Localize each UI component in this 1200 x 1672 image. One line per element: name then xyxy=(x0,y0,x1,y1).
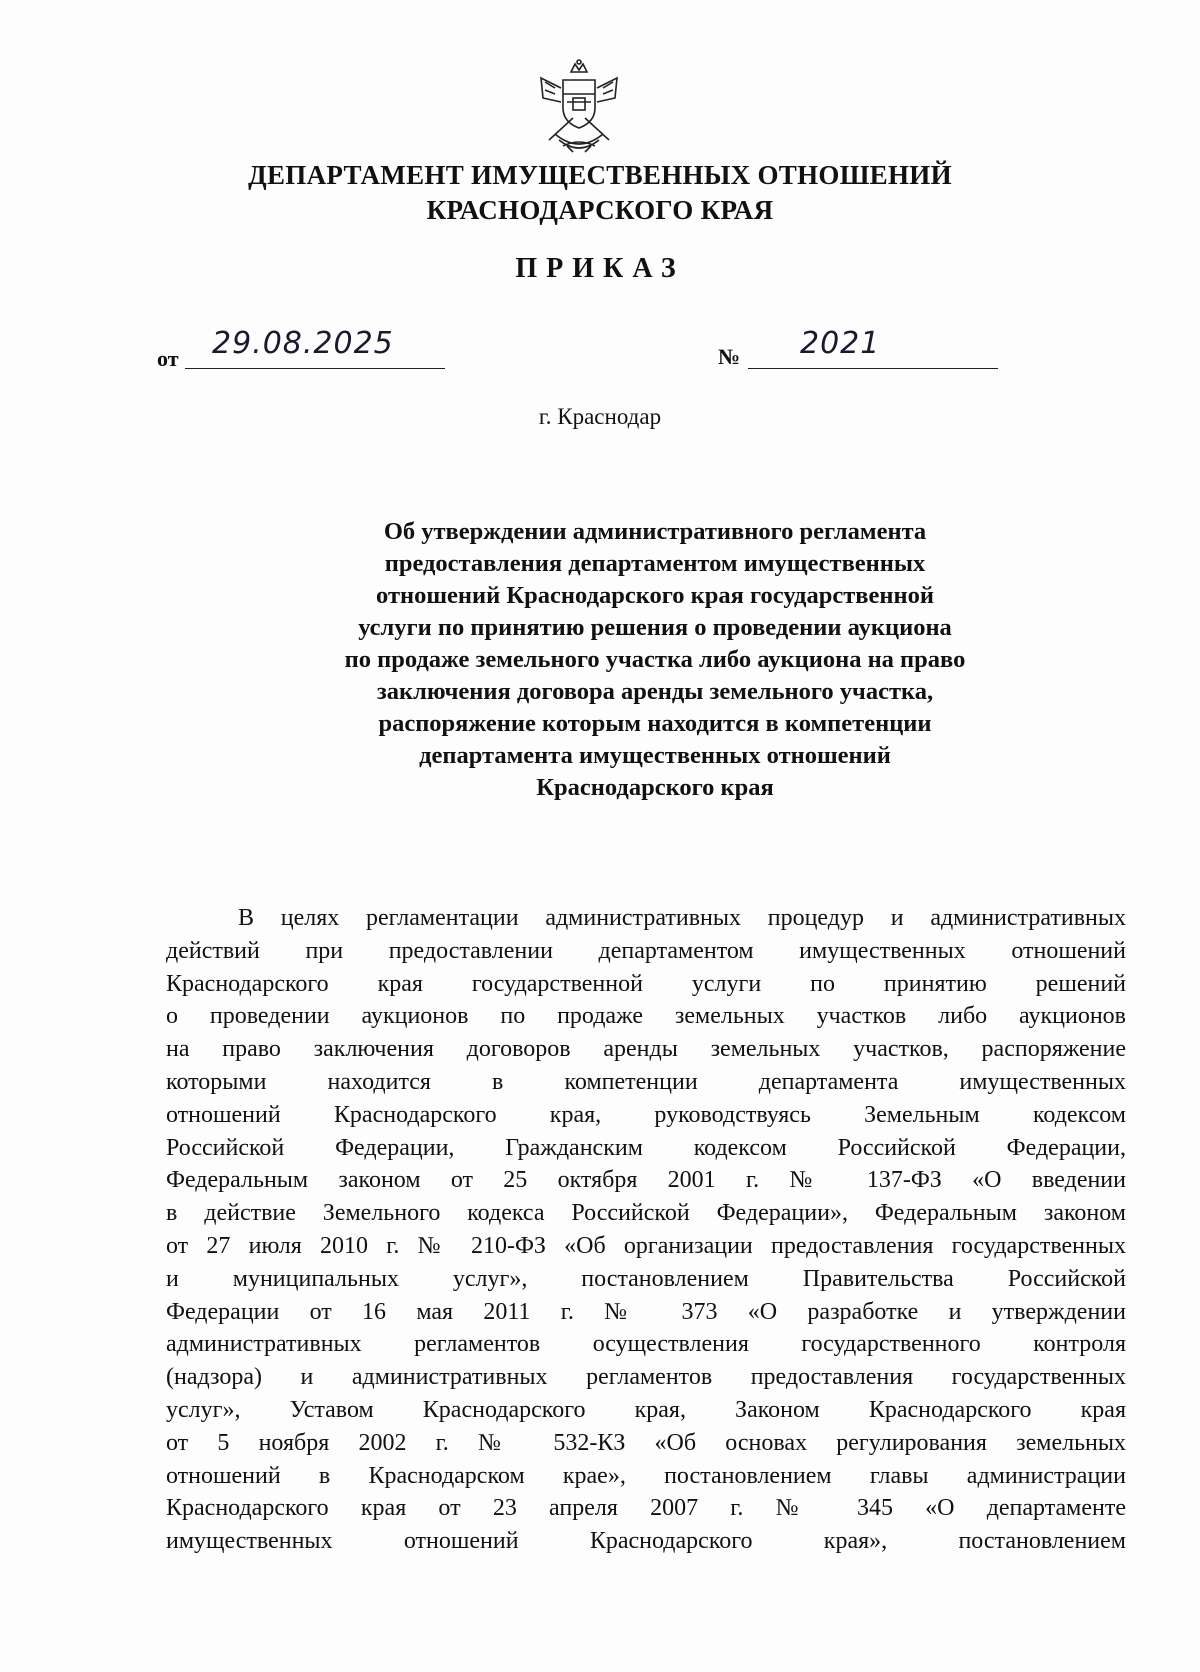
title-line: Об утверждении административного регламента xyxy=(383,518,927,545)
body-line: административных регламентов осуществления государственного контроля xyxy=(166,1331,1126,1358)
number-label: № xyxy=(718,344,741,369)
coat-of-arms-icon xyxy=(533,58,625,158)
body-line: и муниципальных услуг», постановлением Правительства Российской xyxy=(166,1265,1126,1292)
department-name-line2: КРАСНОДАРСКОГО КРАЯ xyxy=(426,195,774,225)
body-line: В целях регламентации административных процедур и административных xyxy=(238,905,1126,931)
date-label: от xyxy=(157,346,179,371)
department-name-line1: ДЕПАРТАМЕНТ ИМУЩЕСТВЕННЫХ ОТНОШЕНИЙ xyxy=(248,160,952,190)
document-type: ПРИКАЗ xyxy=(515,253,685,284)
body-line: Краснодарского края от 23 апреля 2007 г. № 345 «О департаменте xyxy=(166,1495,1126,1522)
body-line: в действие Земельного кодекса Российской Федерации», Федеральным законом xyxy=(166,1200,1126,1227)
title-line: отношений Краснодарского края государственной xyxy=(376,582,934,609)
body-line: отношений Краснодарского края, руководствуясь Земельным кодексом xyxy=(166,1101,1126,1128)
body-line: действий при предоставлении департаментом имущественных отношений xyxy=(166,937,1126,964)
title-line: услуги по принятию решения о проведении аукциона xyxy=(358,614,952,641)
body-paragraph xyxy=(166,902,1126,1558)
body-line: от 27 июля 2010 г. № 210-ФЗ «Об организации предоставления государственных xyxy=(166,1232,1126,1259)
number-underline xyxy=(748,368,998,369)
title-line: заключения договора аренды земельного участка, xyxy=(376,678,934,705)
title-line: распоряжение которым находится в компетенции xyxy=(378,710,932,737)
title-line: по продаже земельного участка либо аукциона на право xyxy=(344,646,966,673)
body-line: (надзора) и административных регламентов предоставления государственных xyxy=(166,1364,1126,1391)
body-line: Российской Федерации, Гражданским кодексом Российской Федерации, xyxy=(166,1134,1126,1161)
title-line: Краснодарского края xyxy=(536,774,774,801)
body-line: имущественных отношений Краснодарского края», постановлением xyxy=(166,1528,1126,1555)
body-line: Федеральным законом от 25 октября 2001 г. № 137-ФЗ «О введении xyxy=(166,1167,1126,1194)
body-line: услуг», Уставом Краснодарского края, Законом Краснодарского края xyxy=(166,1396,1126,1423)
body-line: которыми находится в компетенции департамента имущественных xyxy=(166,1068,1126,1095)
body-line: Краснодарского края государственной услуги по принятию решений xyxy=(166,970,1126,997)
title-line: предоставления департаментом имущественных xyxy=(384,550,926,577)
handwritten-date: 29.08.2025 xyxy=(212,326,394,361)
body-line: о проведении аукционов по продаже земельных участков либо аукционов xyxy=(166,1003,1126,1030)
body-line: на право заключения договоров аренды земельных участков, распоряжение xyxy=(166,1036,1126,1063)
body-line: отношений в Краснодарском крае», постановлением главы администрации xyxy=(166,1462,1126,1489)
date-underline xyxy=(185,368,445,369)
body-line: от 5 ноября 2002 г. № 532-КЗ «Об основах регулирования земельных xyxy=(166,1429,1126,1456)
handwritten-number: 2021 xyxy=(800,326,881,361)
order-title xyxy=(250,516,1060,804)
body-line: Федерации от 16 мая 2011 г. № 373 «О разработке и утверждении xyxy=(166,1298,1126,1325)
city-name: г. Краснодар xyxy=(538,404,662,429)
title-line: департамента имущественных отношений xyxy=(419,742,891,769)
